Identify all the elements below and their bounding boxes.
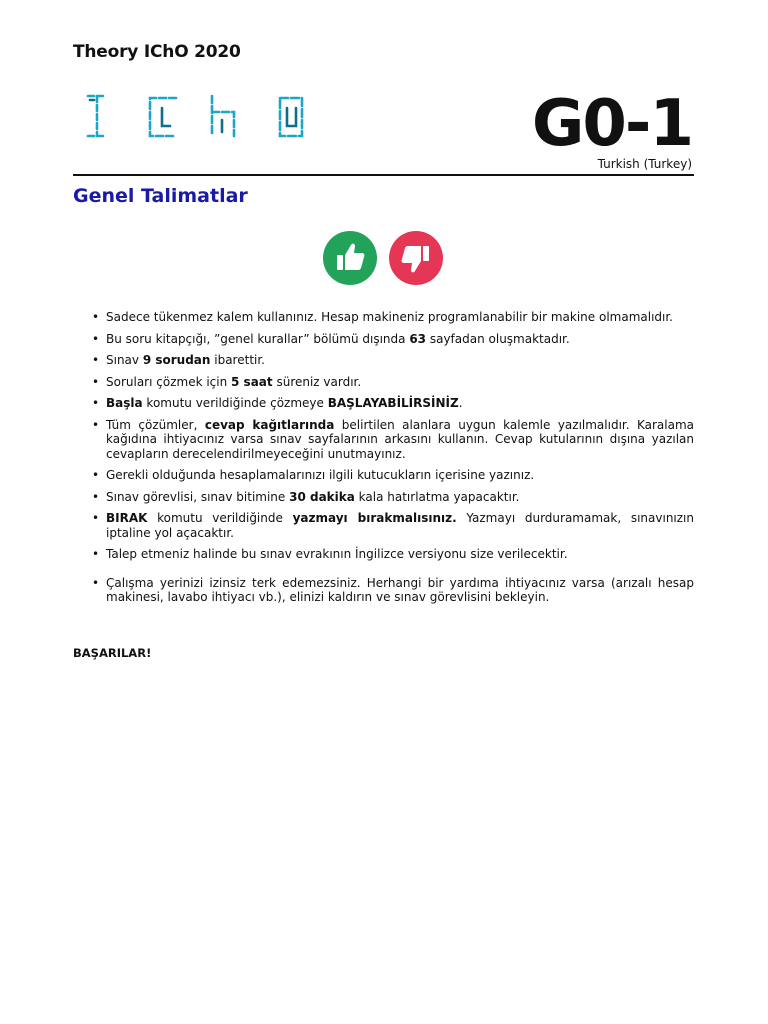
list-item: • Bu soru kitapçığı, ”genel kurallar” bölümü dışında 63 sayfadan oluşmaktadır. (90, 332, 694, 347)
list-item: • Çalışma yerinizi izinsiz terk edemezsiniz. Herhangi bir yardıma ihtiyacınız varsa (arızalı hesap makinesi, lavabo ihtiyacı vb.), elinizi kaldırın ve sınav görevlisini bekleyin. (90, 576, 694, 605)
thumbs-up-icon (323, 231, 377, 285)
instructions-list (90, 310, 694, 612)
list-item: • Gerekli olduğunda hesaplamalarınızı ilgili kutucukların içerisine yazınız. (90, 468, 694, 483)
list-item: • Tüm çözümler, cevap kağıtlarında belirtilen alanlara uygun kalemle yazılmalıdır. Karalama kağıdına ihtiyacınız varsa sınav sayfalarının arkasını kullanın. Cevap kutularının dışına yazılan cevapların derecelendirilmeyeceğini unutmayınız. (90, 418, 694, 462)
language-label: Turkish (Turkey) (597, 157, 692, 171)
list-item: • Sadece tükenmez kalem kullanınız. Hesap makineniz programlanabilir bir makine olmamalıdır. (90, 310, 694, 325)
list-item: • BIRAK komutu verildiğinde yazmayı bırakmalısınız. Yazmayı durduramamak, sınavınızın iptaline yol açacaktır. (90, 511, 694, 540)
list-item: • Başla komutu verildiğinde çözmeye BAŞLAYABİLİRSİNİZ. (90, 396, 694, 411)
section-title: Genel Talimatlar (73, 185, 248, 207)
thumbs-down-icon (389, 231, 443, 285)
header-divider (73, 174, 694, 176)
document-header-title: Theory IChO 2020 (73, 42, 241, 62)
icho-logo-icon (84, 92, 314, 144)
list-item: • Sınav 9 sorudan ibarettir. (90, 353, 694, 368)
list-item: • Talep etmeniz halinde bu sınav evrakının İngilizce versiyonu size verilecektir. (90, 547, 694, 562)
list-item: • Sınav görevlisi, sınav bitimine 30 dakika kala hatırlatma yapacaktır. (90, 490, 694, 505)
list-item: • Soruları çözmek için 5 saat süreniz vardır. (90, 375, 694, 390)
closing-text: BAŞARILAR! (73, 646, 152, 660)
problem-code: G0-1 (531, 87, 692, 161)
thumbs-icons (323, 231, 445, 287)
